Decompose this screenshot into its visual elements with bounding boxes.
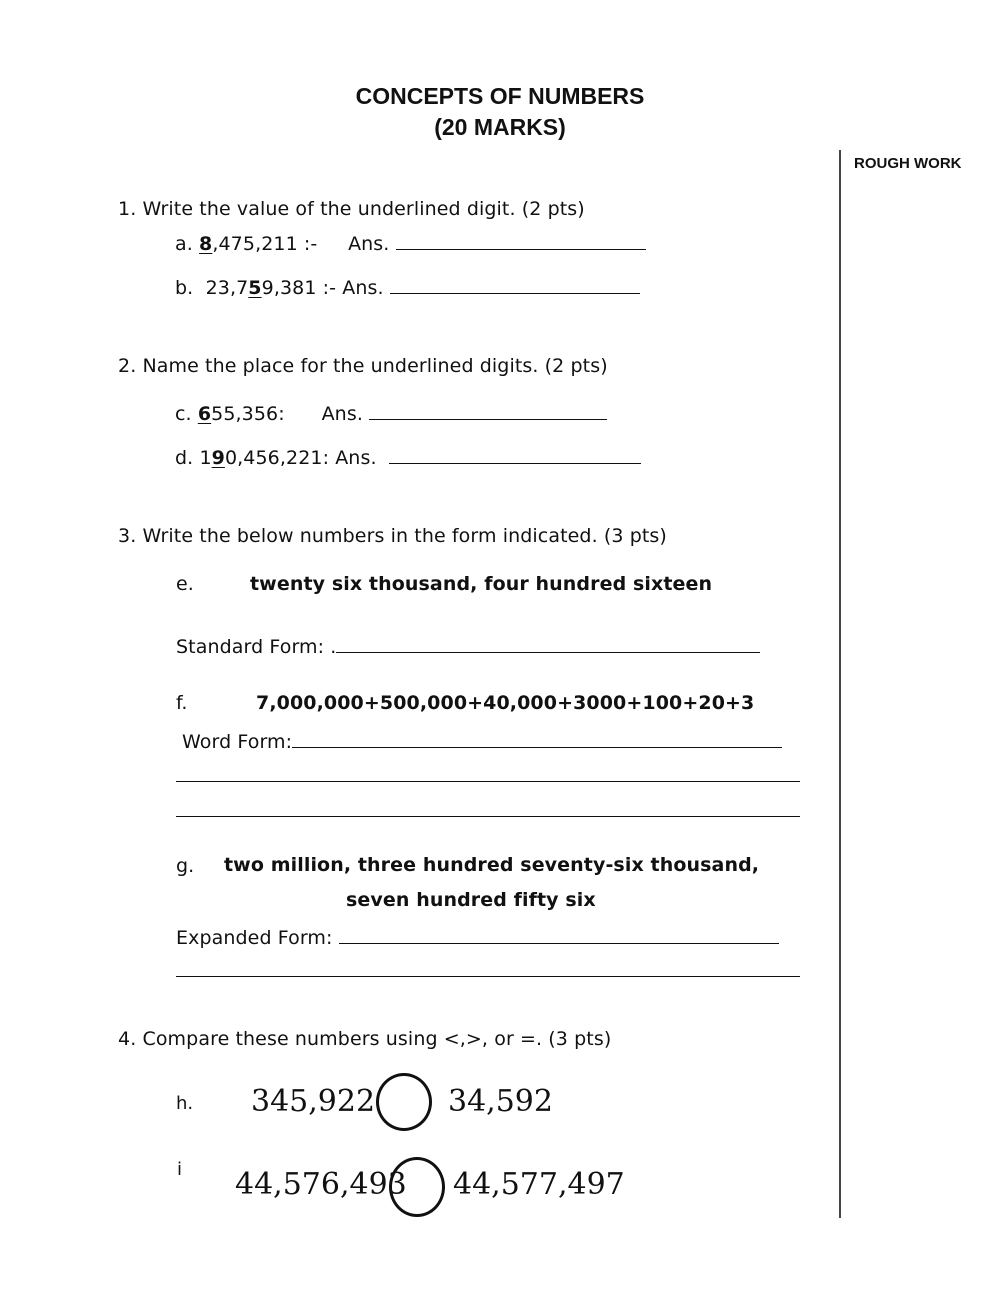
q2c-answer-blank[interactable] — [369, 399, 607, 420]
q3e-number-words: twenty six thousand, four hundred sixteen — [250, 573, 713, 595]
q3f-answer-line-2[interactable] — [176, 781, 800, 782]
question-4-prompt: 4. Compare these numbers using <,>, or =. (3 pts) — [118, 1028, 612, 1050]
q1b-rest: 9,381 :- Ans. — [261, 277, 390, 299]
q1a-underlined-digit: 8 — [199, 233, 213, 255]
q2c-label: c. — [175, 403, 198, 425]
q1b-answer-blank[interactable] — [390, 273, 640, 294]
question-1-prompt: 1. Write the value of the underlined digit. (2 pts) — [118, 198, 585, 220]
q2d-rest: 0,456,221: Ans. — [224, 447, 389, 469]
q3g-answer-line-2[interactable] — [176, 976, 800, 977]
worksheet-title: CONCEPTS OF NUMBERS — [355, 83, 645, 109]
q4h-compare-circle[interactable] — [376, 1073, 432, 1131]
rough-work-divider — [839, 150, 841, 1218]
q4i-label: i — [177, 1159, 183, 1180]
q4i-compare-circle[interactable] — [389, 1157, 445, 1217]
q3e-answer-blank[interactable] — [336, 632, 760, 653]
q2d-underlined-digit: 9 — [211, 447, 225, 469]
q1a-rest: ,475,211 :- Ans. — [212, 233, 396, 255]
q3g-form-label: Expanded Form: — [176, 927, 339, 949]
q1b-underlined-digit: 5 — [248, 277, 262, 299]
q1a-answer-blank[interactable] — [396, 229, 646, 250]
q1b-label: b. 23,7 — [175, 277, 249, 299]
q1a-label: a. — [175, 233, 200, 255]
q3e-label: e. — [176, 573, 194, 595]
question-2-prompt: 2. Name the place for the underlined digits. (2 pts) — [118, 355, 608, 377]
q2d-label: d. 1 — [175, 447, 212, 469]
q3g-number-words-line1: two million, three hundred seventy-six thousand, — [224, 854, 760, 876]
question-2d — [175, 443, 641, 469]
q2d-answer-blank[interactable] — [389, 443, 641, 464]
q4i-left-number: 44,576,493 — [235, 1167, 407, 1202]
q4h-label: h. — [176, 1093, 194, 1114]
q3f-expanded-number: 7,000,000+500,000+40,000+3000+100+20+3 — [256, 692, 755, 714]
q3f-label: f. — [176, 692, 188, 714]
question-3-prompt: 3. Write the below numbers in the form indicated. (3 pts) — [118, 525, 667, 547]
q3g-expanded-form — [176, 923, 779, 949]
question-1a — [175, 229, 646, 255]
q4i-right-number: 44,577,497 — [453, 1167, 625, 1202]
q3g-number-words-line2: seven hundred fifty six — [346, 889, 596, 911]
q2c-underlined-digit: 6 — [197, 403, 212, 425]
q3f-answer-line-3[interactable] — [176, 816, 800, 817]
question-1b — [175, 273, 640, 299]
q3g-answer-blank[interactable] — [339, 923, 779, 944]
worksheet-marks: (20 MARKS) — [434, 114, 566, 140]
q3f-answer-blank[interactable] — [292, 727, 782, 748]
q4h-right-number: 34,592 — [448, 1084, 553, 1119]
rough-work-label: ROUGH WORK — [854, 155, 962, 172]
q3f-word-form — [182, 727, 782, 753]
q3e-form-label: Standard Form: . — [176, 636, 337, 658]
q2c-rest: 55,356: Ans. — [211, 403, 370, 425]
q3g-label: g. — [176, 855, 195, 877]
question-2c — [175, 399, 607, 425]
q4h-left-number: 345,922 — [251, 1084, 376, 1119]
q3f-form-label: Word Form: — [182, 731, 293, 753]
q3e-standard-form — [176, 632, 760, 658]
